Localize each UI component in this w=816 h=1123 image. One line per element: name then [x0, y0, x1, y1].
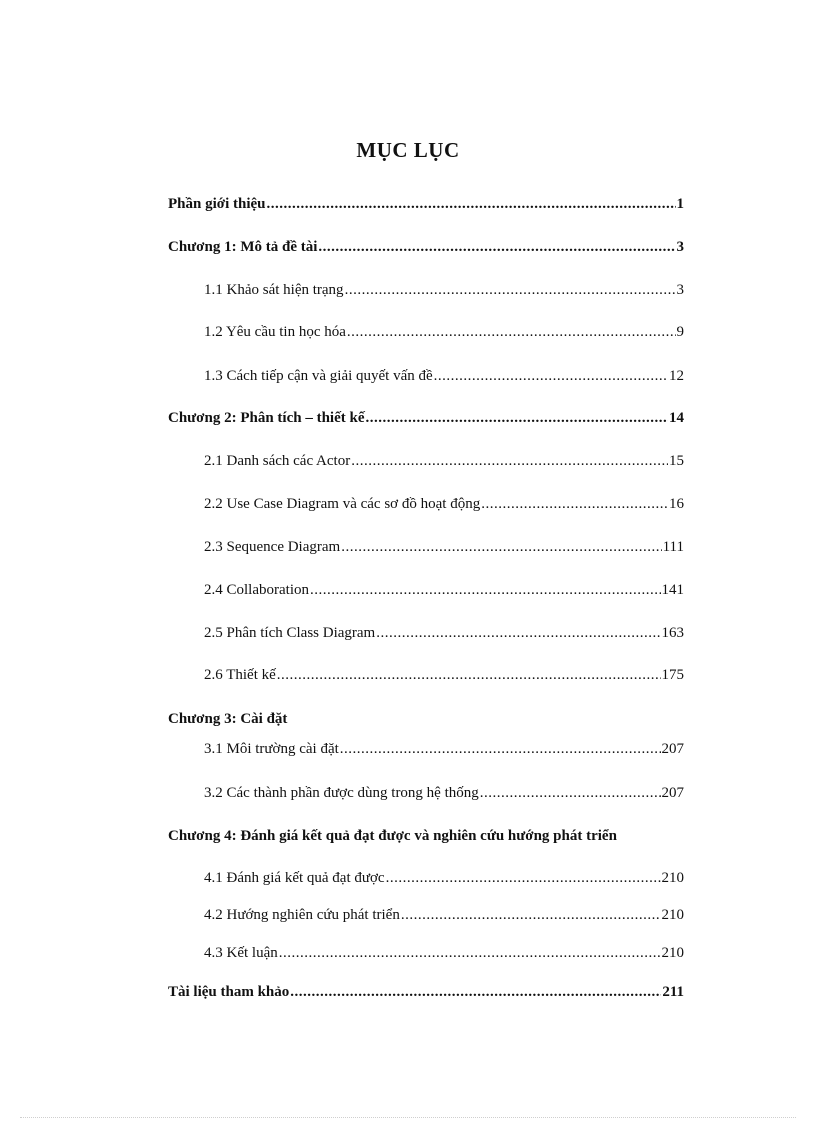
toc-entry-chapter-1[interactable]: [168, 237, 684, 257]
toc-page-number: 210: [661, 870, 684, 886]
toc-page-number: 14: [669, 410, 684, 426]
toc-heading-chapter-3[interactable]: Chương 3: Cài đặt: [168, 711, 288, 727]
dot-leader: [340, 739, 661, 759]
toc-entry-label: 2.6 Thiết kế: [204, 667, 276, 683]
toc-entry-label: 3.2 Các thành phần được dùng trong hệ thống: [204, 785, 479, 801]
toc-entry-2-4[interactable]: [204, 580, 684, 600]
dot-leader: [347, 322, 676, 342]
toc-entry-2-1[interactable]: [204, 451, 684, 471]
dot-leader: [277, 665, 661, 685]
toc-page-number: 9: [676, 324, 684, 340]
toc-entry-chapter-2[interactable]: [168, 408, 684, 428]
dot-leader: [434, 366, 668, 386]
dot-leader: [267, 194, 676, 214]
dot-leader: [290, 982, 661, 1002]
toc-entry-label: Chương 1: Mô tả đề tài: [168, 239, 318, 255]
toc-entry-label: 2.4 Collaboration: [204, 582, 309, 598]
toc-page-number: 1: [676, 196, 684, 212]
dot-leader: [351, 451, 668, 471]
dot-leader: [366, 408, 669, 428]
toc-entry-label: 2.3 Sequence Diagram: [204, 539, 341, 555]
toc-page-number: 16: [669, 496, 684, 512]
toc-entry-label: 4.2 Hướng nghiên cứu phát triển: [204, 907, 400, 923]
toc-page-number: 12: [669, 368, 684, 384]
toc-page-number: 207: [661, 741, 684, 757]
toc-page-number: 3: [676, 282, 684, 298]
toc-entry-label: Chương 2: Phân tích – thiết kế: [168, 410, 365, 426]
toc-entry-intro[interactable]: [168, 194, 684, 214]
toc-entry-3-1[interactable]: [204, 739, 684, 759]
toc-entry-label: 2.1 Danh sách các Actor: [204, 453, 351, 469]
dot-leader: [279, 943, 661, 963]
toc-page-number: 211: [662, 984, 684, 1000]
toc-entry-2-3[interactable]: [204, 537, 684, 557]
dot-leader: [401, 905, 661, 925]
toc-entry-label: 3.1 Môi trường cài đặt: [204, 741, 339, 757]
dot-leader: [480, 783, 661, 803]
toc-entry-references[interactable]: [168, 982, 684, 1002]
toc-entry-label: 2.5 Phân tích Class Diagram: [204, 625, 376, 641]
toc-page-number: 111: [662, 539, 684, 555]
dot-leader: [345, 280, 676, 300]
toc-entry-3-2[interactable]: [204, 783, 684, 803]
toc-page-number: 207: [661, 785, 684, 801]
toc-entry-1-2[interactable]: [204, 322, 684, 342]
toc-entry-label: 1.3 Cách tiếp cận và giải quyết vấn đề: [204, 368, 433, 384]
toc-page-number: 210: [661, 907, 684, 923]
toc-entry-label: 4.1 Đánh giá kết quả đạt được: [204, 870, 385, 886]
toc-entry-4-2[interactable]: [204, 905, 684, 925]
page-bottom-divider: [20, 1117, 796, 1118]
toc-entry-label: 2.2 Use Case Diagram và các sơ đồ hoạt động: [204, 496, 481, 512]
page-title: MỤC LỤC: [356, 138, 460, 162]
dot-leader: [386, 868, 661, 888]
toc-entry-1-1[interactable]: [204, 280, 684, 300]
toc-entry-2-6[interactable]: [204, 665, 684, 685]
dot-leader: [318, 237, 675, 257]
toc-page-number: 15: [669, 453, 684, 469]
toc-page-number: 175: [661, 667, 684, 683]
toc-page-number: 163: [661, 625, 684, 641]
toc-entry-4-1[interactable]: [204, 868, 684, 888]
toc-entry-label: Tài liệu tham khảo: [168, 984, 290, 1000]
toc-entry-2-2[interactable]: [204, 494, 684, 514]
toc-page-number: 141: [661, 582, 684, 598]
dot-leader: [310, 580, 661, 600]
toc-entry-label: 1.1 Khảo sát hiện trạng: [204, 282, 344, 298]
toc-entry-2-5[interactable]: [204, 623, 684, 643]
dot-leader: [341, 537, 661, 557]
toc-entry-label: 4.3 Kết luận: [204, 945, 278, 961]
toc-heading-chapter-4[interactable]: Chương 4: Đánh giá kết quả đạt được và nghiên cứu hướng phát triển: [168, 828, 617, 844]
toc-page-number: 210: [661, 945, 684, 961]
toc-entry-1-3[interactable]: [204, 366, 684, 386]
toc-entry-label: Phần giới thiệu: [168, 196, 266, 212]
toc-page-number: 3: [676, 239, 684, 255]
dot-leader: [376, 623, 660, 643]
dot-leader: [481, 494, 668, 514]
toc-entry-label: 1.2 Yêu cầu tin học hóa: [204, 324, 346, 340]
toc-entry-4-3[interactable]: [204, 943, 684, 963]
